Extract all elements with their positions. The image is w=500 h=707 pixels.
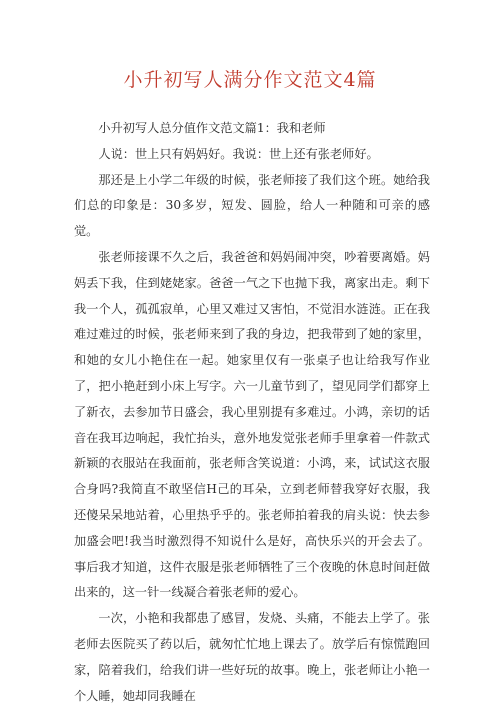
paragraph: 那还是上小学二年级的时候，张老师接了我们这个班。她给我们总的印象是：30多岁，短发、圆脸，给人一种随和可亲的感觉。 (74, 172, 430, 239)
paragraph-heading: 小升初写人总分值作文范文篇1：我和老师 (98, 121, 326, 135)
paragraph: 一次，小艳和我都患了感冒，发烧、头痛，不能去上学了。张老师去医院买了药以后，就匆忙忙地上课去了。放学后有惊慌跑回家，陪着我们，给我们讲一些好玩的故事。晚上，张老师让小艳一个人睡，她却同我睡在 (74, 611, 430, 703)
paragraph: 人说：世上只有妈妈好。我说：世上还有张老师好。 (98, 146, 379, 161)
document-title: 小升初写人满分作文范文4篇 (123, 69, 377, 91)
document-body (74, 116, 430, 707)
paragraph: 张老师接课不久之后，我爸爸和妈妈闹冲突，吵着要离婚。妈妈丢下我，住到姥姥家。爸爸一气之下也抛下我，离家出走。剩下我一个人，孤孤寂单，心里又难过又害怕，不觉泪水涟涟。正在我难过难过的时候，张老师来到了我的身边，把我带到了她的家里，和她的女儿小艳住在一起。她家里仅有一张桌子也让给我写作业了，把小艳赶到小床上写字。六一儿童节到了，望见同学们都穿上了新衣，去参加节日盛会，我心里别提有多难过。小鸿，亲切的话音在我耳边响起，我忙抬头，意外地发觉张老师手里拿着一件款式新颖的衣服站在我面前，张老师含笑说道：小鸿，来，试试这衣服合身吗?我简直不敢坚信H己的耳朵，立到老师替我穿好衣服，我还傻呆呆地站着，心里热乎乎的。张老师拍着我的肩头说：快去参加盛会吧!我当时激烈得不知说什么是好，高快乐兴的开会去了。事后我才知道，这件衣服是张老师牺牲了三个夜晚的休息时间赶做出来的，这一针一线凝合着张老师的爱心。 (74, 249, 430, 600)
